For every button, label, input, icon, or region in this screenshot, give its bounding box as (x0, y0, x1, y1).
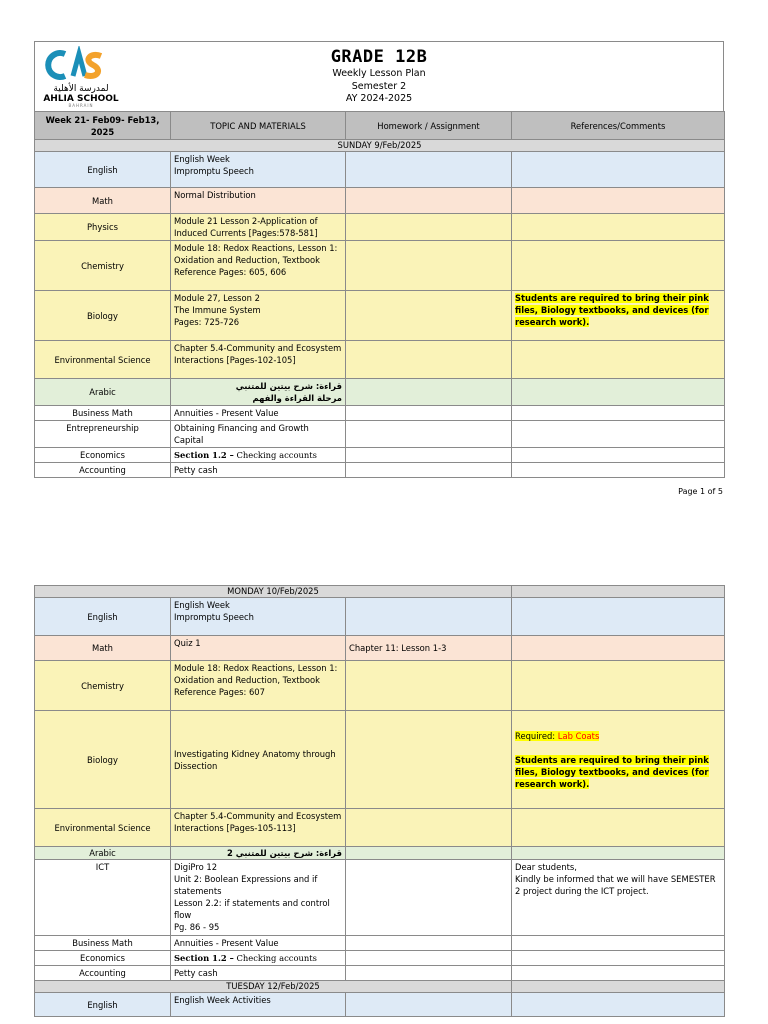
day-row-monday (35, 586, 725, 598)
day-label: MONDAY 10/Feb/2025 (35, 586, 512, 598)
comment-cell (512, 809, 725, 847)
table-row (35, 966, 725, 981)
topic-line: flow (174, 910, 192, 920)
topic-line: Pg. 86 - 95 (174, 922, 220, 932)
topic-line: Investigating Kidney Anatomy through (174, 748, 336, 759)
topic-line: Obtaining Financing and Growth (174, 423, 309, 433)
homework-cell (346, 847, 512, 860)
table-row (35, 291, 725, 341)
topic-cell (171, 291, 346, 341)
subject-cell: English (35, 993, 171, 1017)
subject-cell: Entrepreneurship (35, 421, 171, 448)
topic-line: Induced Currents [Pages:578-581] (174, 228, 318, 238)
comment-cell (512, 291, 725, 341)
required-note (515, 730, 721, 742)
topic-cell (171, 951, 346, 966)
homework-cell (346, 291, 512, 341)
table-row (35, 463, 725, 478)
table-row (35, 951, 725, 966)
topic-line: Reference Pages: 607 (174, 687, 265, 697)
homework-cell (346, 152, 512, 188)
table-row (35, 379, 725, 406)
comment-cell (512, 598, 725, 636)
topic-line: English Week (174, 600, 230, 610)
comment-cell (512, 188, 725, 214)
table-row (35, 214, 725, 241)
homework-cell (346, 188, 512, 214)
topic-line: Capital (174, 435, 204, 445)
topic-cell (171, 379, 346, 406)
topic-cell: Normal Distribution (171, 188, 346, 214)
school-sub: BAHRAIN (68, 103, 94, 108)
column-header-row (35, 112, 725, 140)
col-week: Week 21- Feb09- Feb13, 2025 (35, 112, 171, 140)
col-homework: Homework / Assignment (346, 112, 512, 140)
comment-line: Dear students, (515, 862, 577, 872)
comment-cell (512, 661, 725, 711)
homework-cell (346, 598, 512, 636)
subject-cell: Arabic (35, 847, 171, 860)
table-row (35, 636, 725, 661)
table-row (35, 341, 725, 379)
comment-cell (512, 966, 725, 981)
topic-cell (171, 448, 346, 463)
table-row (35, 598, 725, 636)
comment-cell (512, 951, 725, 966)
homework-cell (346, 860, 512, 936)
topic-line: The Immune System (174, 305, 261, 315)
page-title: GRADE 12B (330, 47, 428, 67)
document-header (34, 41, 724, 113)
topic-cell: Petty cash (171, 463, 346, 478)
topic-cell (171, 214, 346, 241)
table-row (35, 188, 725, 214)
topic-cell: Quiz 1 (171, 636, 346, 661)
school-logo (39, 46, 129, 108)
homework-cell (346, 711, 512, 809)
comment-cell (512, 341, 725, 379)
comment-cell (512, 711, 725, 809)
topic-line: مرحلة القراءة والفهم (252, 393, 342, 403)
topic-line: قراءة: شرح بيتين للمتنبي (235, 381, 342, 391)
topic-line: Chapter 5.4-Community and Ecosystem (174, 811, 342, 821)
homework-cell (346, 951, 512, 966)
subject-cell: Arabic (35, 379, 171, 406)
topic-cell: قراءة: شرح بيتين للمتنبي 2 (171, 847, 346, 860)
school-name: AHLIA SCHOOL (43, 94, 119, 104)
title-block (275, 46, 483, 106)
comment-cell (512, 636, 725, 661)
topic-cell (171, 809, 346, 847)
topic-line: DigiPro 12 (174, 862, 218, 872)
topic-line: Impromptu Speech (174, 166, 254, 176)
table-row (35, 421, 725, 448)
topic-cell (171, 152, 346, 188)
homework-cell: Chapter 11: Lesson 1-3 (346, 636, 512, 661)
comment-cell (512, 406, 725, 421)
subject-cell: English (35, 598, 171, 636)
col-references: References/Comments (512, 112, 725, 140)
topic-cell: Petty cash (171, 966, 346, 981)
subject-cell: Business Math (35, 936, 171, 951)
topic-line: Module 27, Lesson 2 (174, 293, 260, 303)
homework-cell (346, 448, 512, 463)
subject-cell: Physics (35, 214, 171, 241)
day-row-empty (512, 981, 725, 993)
topic-cell: Annuities - Present Value (171, 406, 346, 421)
homework-cell (346, 993, 512, 1017)
table-row (35, 993, 725, 1017)
homework-cell (346, 809, 512, 847)
subject-cell: Economics (35, 448, 171, 463)
topic-line: Reference Pages: 605, 606 (174, 267, 287, 277)
subtitle-semester: Semester 2 (351, 80, 407, 92)
homework-cell (346, 241, 512, 291)
subject-cell: ICT (35, 860, 171, 936)
topic-line: Module 18: Redox Reactions, Lesson 1: (174, 663, 338, 673)
topic-line: Interactions [Pages-105-113] (174, 823, 296, 833)
topic-line: Lesson 2.2: if statements and control (174, 898, 330, 908)
homework-cell (346, 936, 512, 951)
topic-line: Module 21 Lesson 2-Application of (174, 216, 318, 226)
topic-rest: Checking accounts (233, 953, 317, 963)
required-label: Required: (515, 730, 556, 741)
table-row (35, 241, 725, 291)
homework-cell (346, 661, 512, 711)
table-row (35, 448, 725, 463)
topic-line: Oxidation and Reduction, Textbook (174, 255, 320, 265)
col-topic: TOPIC AND MATERIALS (171, 112, 346, 140)
homework-cell (346, 214, 512, 241)
homework-cell (346, 341, 512, 379)
topic-bold: Section 1.2 – (174, 450, 234, 460)
subject-cell: Economics (35, 951, 171, 966)
comment-cell (512, 241, 725, 291)
subject-cell: Environmental Science (35, 341, 171, 379)
topic-line: Dissection (174, 760, 218, 771)
topic-cell (171, 711, 346, 809)
subject-cell: Environmental Science (35, 809, 171, 847)
highlighted-comment: Students are required to bring their pink files, Biology textbooks, and devices (for research work). (515, 293, 709, 327)
comment-cell (512, 860, 725, 936)
topic-cell (171, 661, 346, 711)
subject-cell: Chemistry (35, 241, 171, 291)
homework-cell (346, 379, 512, 406)
table-row (35, 860, 725, 936)
comment-cell (512, 214, 725, 241)
subject-cell: Accounting (35, 463, 171, 478)
day-row-sunday (35, 140, 725, 152)
topic-bold: Section 1.2 – (174, 953, 234, 963)
subtitle-year: AY 2024-2025 (345, 93, 413, 104)
day-row-empty (512, 586, 725, 598)
subject-cell: Biology (35, 711, 171, 809)
comment-cell (512, 993, 725, 1017)
subtitle-plan: Weekly Lesson Plan (332, 68, 426, 79)
table-row (35, 152, 725, 188)
topic-cell (171, 421, 346, 448)
topic-line: statements (174, 886, 222, 896)
topic-cell (171, 860, 346, 936)
subject-cell: Math (35, 636, 171, 661)
comment-cell (512, 379, 725, 406)
table-row (35, 936, 725, 951)
subject-cell: Accounting (35, 966, 171, 981)
comment-cell (512, 152, 725, 188)
highlighted-comment: Students are required to bring their pink files, Biology textbooks, and devices (for research work). (515, 754, 709, 789)
topic-cell (171, 598, 346, 636)
topic-line: Pages: 725-726 (174, 317, 240, 327)
lesson-plan-table-page-2 (34, 585, 724, 1017)
topic-cell: Annuities - Present Value (171, 936, 346, 951)
topic-rest: Checking accounts (233, 450, 317, 460)
homework-cell (346, 421, 512, 448)
comment-cell (512, 847, 725, 860)
comment-line: Kindly be informed that we will have SEMESTER 2 project during the ICT project. (515, 874, 716, 896)
table-row (35, 809, 725, 847)
comment-cell (512, 421, 725, 448)
table-row (35, 661, 725, 711)
required-value: Lab Coats (555, 730, 600, 741)
day-label: SUNDAY 9/Feb/2025 (35, 140, 725, 152)
table-row (35, 406, 725, 421)
topic-cell: English Week Activities (171, 993, 346, 1017)
comment-cell (512, 936, 725, 951)
day-row-tuesday (35, 981, 725, 993)
topic-line: English Week (174, 154, 230, 164)
topic-line: Chapter 5.4-Community and Ecosystem (174, 343, 342, 353)
subject-cell: Biology (35, 291, 171, 341)
comment-cell (512, 463, 725, 478)
school-name-arabic: لمدرسة الأهلية (53, 84, 109, 94)
day-label: TUESDAY 12/Feb/2025 (35, 981, 512, 993)
topic-line: Module 18: Redox Reactions, Lesson 1: (174, 243, 338, 253)
homework-cell (346, 406, 512, 421)
homework-cell (346, 966, 512, 981)
subject-cell: Math (35, 188, 171, 214)
topic-line: Unit 2: Boolean Expressions and if (174, 874, 318, 884)
homework-cell (346, 463, 512, 478)
topic-cell (171, 241, 346, 291)
topic-line: Interactions [Pages-102-105] (174, 355, 296, 365)
topic-line: Impromptu Speech (174, 612, 254, 622)
lesson-plan-table-page-1 (34, 111, 724, 478)
topic-cell (171, 341, 346, 379)
subject-cell: Business Math (35, 406, 171, 421)
table-row (35, 847, 725, 860)
topic-line: Oxidation and Reduction, Textbook (174, 675, 320, 685)
table-row (35, 711, 725, 809)
subject-cell: English (35, 152, 171, 188)
subject-cell: Chemistry (35, 661, 171, 711)
page-number: Page 1 of 5 (678, 487, 723, 496)
comment-cell (512, 448, 725, 463)
